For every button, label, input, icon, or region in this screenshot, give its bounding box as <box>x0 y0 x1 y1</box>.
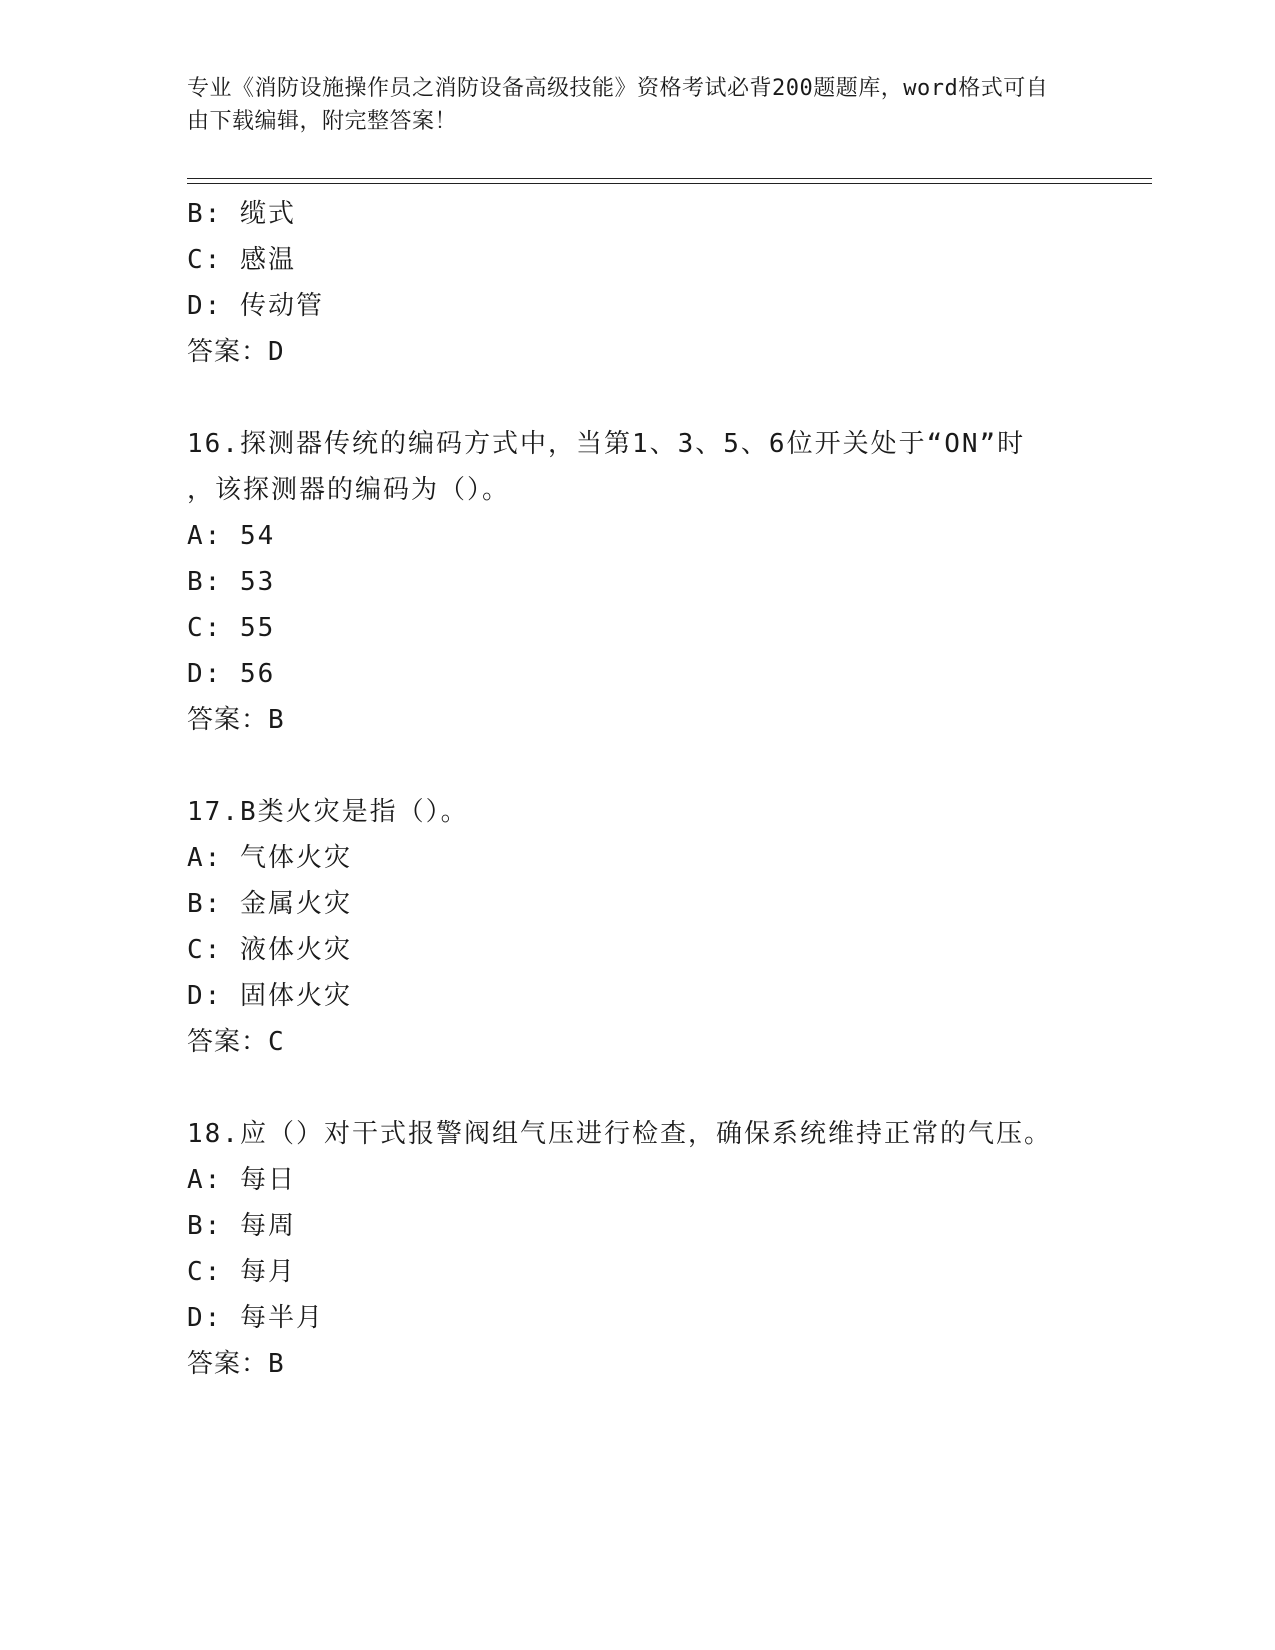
option-d: D: 56 <box>187 659 276 689</box>
question-stem: 17.B类火灾是指（）。 <box>187 797 469 827</box>
option-a: A: 54 <box>187 521 276 551</box>
option-b: B: 缆式 <box>187 199 296 229</box>
question-18 <box>187 1111 1087 1387</box>
answer: 答案：D <box>187 337 285 367</box>
document-intro: 专业《消防设施操作员之消防设备高级技能》资格考试必背200题题库，word格式可自由下载编辑，附完整答案！ <box>187 76 1049 134</box>
question-stem: 16.探测器传统的编码方式中，当第1、3、5、6位开关处于“ON”时 <box>187 429 1026 459</box>
question-15 <box>187 191 1087 375</box>
option-c: C: 液体火灾 <box>187 935 352 965</box>
option-c: C: 感温 <box>187 245 296 275</box>
header-rule-top <box>187 178 1152 179</box>
option-d: D: 固体火灾 <box>187 981 352 1011</box>
question-17 <box>187 789 1087 1065</box>
answer: 答案：B <box>187 705 285 735</box>
option-c: C: 每月 <box>187 1257 296 1287</box>
option-b: B: 53 <box>187 567 276 597</box>
question-stem: 18.应（）对干式报警阀组气压进行检查，确保系统维持正常的气压。 <box>187 1119 1052 1149</box>
option-c: C: 55 <box>187 613 276 643</box>
option-b: B: 金属火灾 <box>187 889 352 919</box>
answer: 答案：C <box>187 1027 285 1057</box>
header-rule-bottom <box>187 183 1152 184</box>
option-a: A: 每日 <box>187 1165 296 1195</box>
answer: 答案：B <box>187 1349 285 1379</box>
question-stem-continued: ，该探测器的编码为（）。 <box>187 475 511 505</box>
option-a: A: 气体火灾 <box>187 843 352 873</box>
question-list <box>187 191 1087 1387</box>
option-d: D: 传动管 <box>187 291 324 321</box>
option-d: D: 每半月 <box>187 1303 324 1333</box>
option-b: B: 每周 <box>187 1211 296 1241</box>
question-16 <box>187 421 1087 743</box>
